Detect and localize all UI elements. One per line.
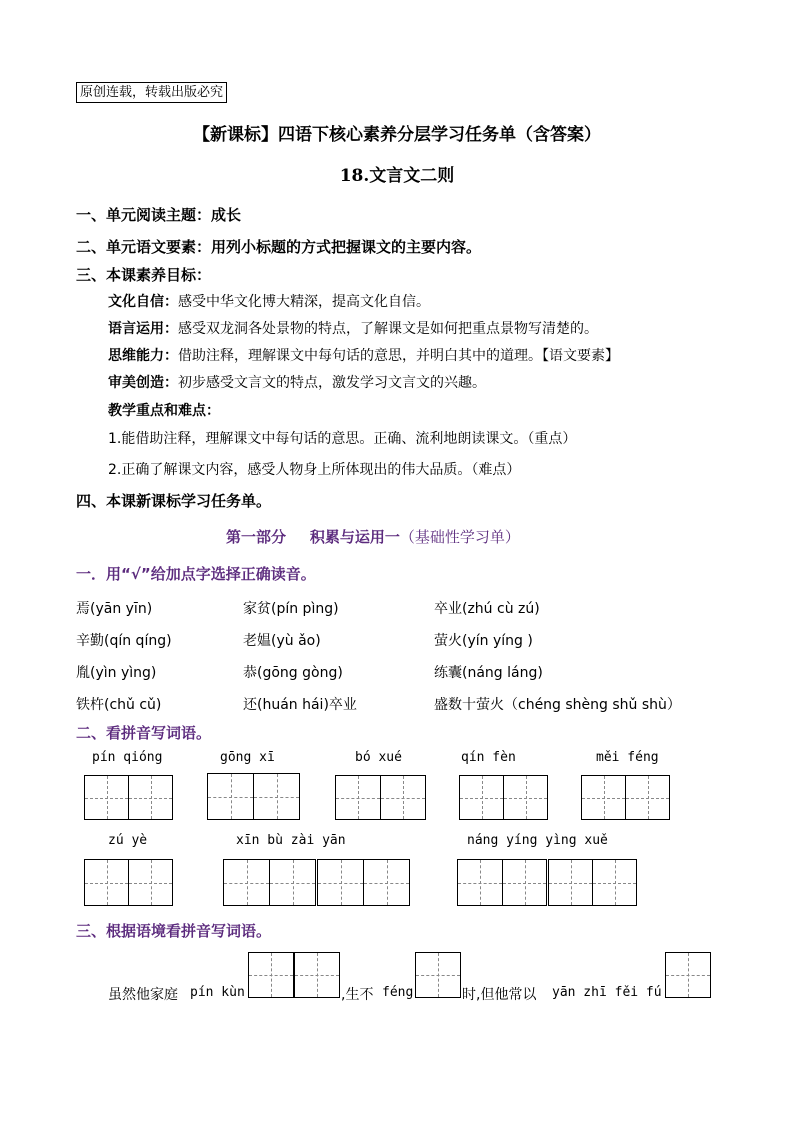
part-name: 第一部分 — [226, 528, 287, 546]
writing-box[interactable] — [207, 773, 254, 820]
pron-item: 盛数十萤火（chéng shèng shǔ shù） — [434, 697, 681, 713]
pinyin-label: féng — [382, 985, 414, 1000]
sentence-text: 虽然他家庭 — [108, 987, 178, 1003]
pron-item: 胤(yìn yìng) — [76, 665, 157, 681]
writing-box[interactable] — [128, 775, 173, 820]
question-2-title: 二、看拼音写词语。 — [76, 724, 212, 742]
goal-aesthetic — [108, 372, 486, 392]
goal-label: 语言运用： — [108, 321, 178, 337]
focus-item-1: 1.能借助注释，理解课文中每句话的意思。正确、流利地朗读课文。（重点） — [108, 431, 577, 447]
part-note: （基础性学习单） — [399, 528, 520, 546]
section-1-value: 成长 — [211, 206, 242, 224]
writing-box[interactable] — [502, 859, 547, 906]
writing-box[interactable] — [223, 859, 270, 906]
pron-item: 恭(gōng gòng) — [243, 665, 343, 681]
pron-item: 萤火(yín yíng ) — [434, 633, 533, 649]
pron-item: 家贫(pín pìng) — [243, 601, 339, 617]
pron-item: 还(huán hái)卒业 — [243, 697, 357, 713]
sentence-text: ,生不 — [341, 987, 374, 1003]
pinyin-label: xīn bù zài yān — [236, 833, 346, 848]
writing-box[interactable] — [294, 952, 340, 998]
writing-box[interactable] — [665, 952, 711, 998]
goal-language — [108, 318, 598, 338]
pinyin-label: náng yíng yìng xuě — [467, 833, 608, 848]
writing-box[interactable] — [253, 773, 300, 820]
pron-item: 铁杵(chǔ cǔ) — [76, 697, 162, 713]
writing-box[interactable] — [548, 859, 593, 906]
question-1-title: 一．用“√”给加点字选择正确读音。 — [76, 565, 316, 583]
pinyin-label: gōng xī — [220, 750, 275, 765]
part-title: 积累与运用一 — [309, 528, 400, 546]
section-2: 二、单元语文要素：用列小标题的方式把握课文的主要内容。 — [76, 238, 482, 256]
goal-label: 审美创造： — [108, 375, 178, 391]
goal-culture — [108, 291, 430, 311]
copyright-notice: 原创连载，转载出版必究 — [76, 82, 227, 103]
question-3-title: 三、根据语境看拼音写词语。 — [76, 922, 272, 940]
section-4: 四、本课新课标学习任务单。 — [76, 492, 272, 510]
section-3: 三、本课素养目标： — [76, 266, 212, 284]
lesson-title: 18.文言文二则 — [339, 166, 455, 186]
writing-box[interactable] — [84, 859, 129, 906]
goal-text: 感受双龙洞各处景物的特点，了解课文是如何把重点景物写清楚的。 — [178, 321, 598, 337]
pinyin-label: qín fèn — [461, 750, 516, 765]
pron-item: 老媪(yù ǎo) — [243, 633, 321, 649]
pinyin-label: měi féng — [596, 750, 659, 765]
writing-box[interactable] — [625, 775, 670, 820]
writing-box[interactable] — [335, 775, 381, 820]
pron-item: 练囊(náng láng) — [434, 665, 543, 681]
writing-box[interactable] — [457, 859, 503, 906]
goal-label: 文化自信： — [108, 294, 178, 310]
writing-box[interactable] — [84, 775, 129, 820]
sentence-text: 时,但他常以 — [462, 987, 537, 1003]
writing-box[interactable] — [592, 859, 637, 906]
pinyin-label: pín qióng — [92, 750, 163, 765]
focus-item-2: 2.正确了解课文内容，感受人物身上所体现出的伟大品质。（难点） — [108, 462, 521, 478]
writing-box[interactable] — [269, 859, 316, 906]
pinyin-label: yān zhī fěi fú — [552, 985, 662, 1000]
goal-label: 思维能力： — [108, 348, 178, 364]
writing-box[interactable] — [248, 952, 294, 998]
focus-title: 教学重点和难点： — [108, 403, 220, 419]
pron-item: 焉(yān yīn) — [76, 601, 153, 617]
writing-box[interactable] — [128, 859, 173, 906]
pinyin-label: zú yè — [108, 833, 148, 848]
goal-text: 感受中华文化博大精深，提高文化自信。 — [178, 294, 430, 310]
writing-box[interactable] — [317, 859, 364, 906]
writing-box[interactable] — [363, 859, 410, 906]
writing-box[interactable] — [380, 775, 426, 820]
writing-box[interactable] — [503, 775, 548, 820]
section-1-label: 一、单元阅读主题： — [76, 206, 212, 224]
section-1 — [76, 204, 241, 225]
page-title: 【新课标】四语下核心素养分层学习任务单（含答案） — [193, 125, 601, 145]
goal-text: 借助注释，理解课文中每句话的意思，并明白其中的道理。【语文要素】 — [178, 348, 619, 364]
pinyin-label: bó xué — [355, 750, 402, 765]
pron-item: 卒业(zhú cù zú) — [434, 601, 540, 617]
goal-thinking — [108, 345, 619, 365]
writing-box[interactable] — [581, 775, 626, 820]
pinyin-label: pín kùn — [190, 985, 245, 1000]
part-heading — [226, 526, 520, 547]
writing-box[interactable] — [459, 775, 504, 820]
writing-box[interactable] — [415, 952, 461, 998]
pron-item: 辛勤(qín qíng) — [76, 633, 172, 649]
goal-text: 初步感受文言文的特点，激发学习文言文的兴趣。 — [178, 375, 486, 391]
